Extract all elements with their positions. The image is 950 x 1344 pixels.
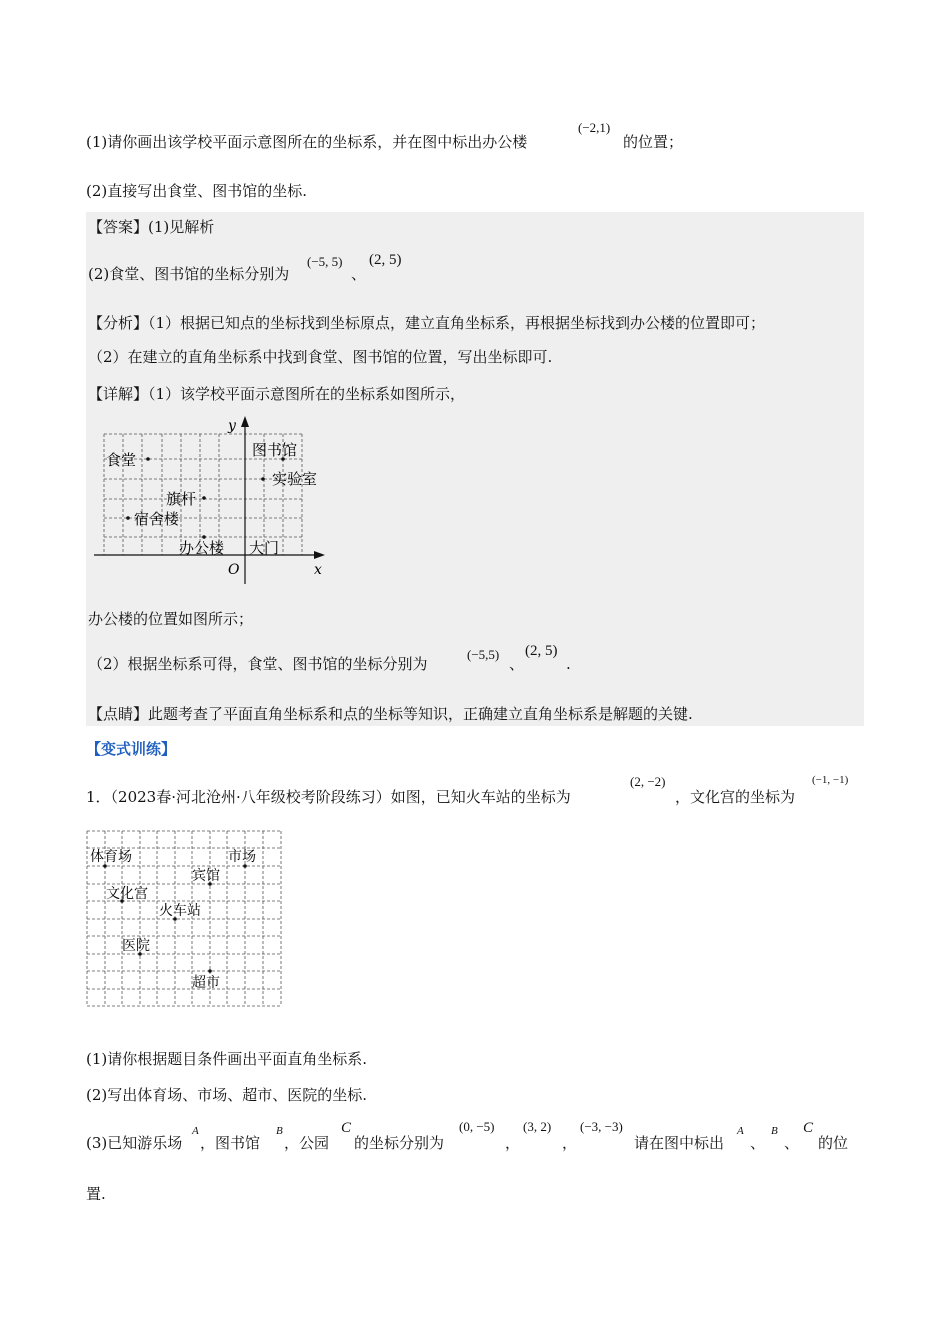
detail-separator: 、 bbox=[509, 655, 525, 673]
station-coordinate: (2, −2) bbox=[630, 774, 666, 789]
culture-coordinate: (−1, −1) bbox=[812, 774, 849, 786]
answer-separator: 、 bbox=[351, 265, 367, 283]
answer-coord-canteen: (−5, 5) bbox=[307, 254, 343, 269]
culture-label: 文化宫 bbox=[106, 886, 148, 902]
origin-label: O bbox=[228, 562, 240, 578]
variant-part-3-intro: (3)已知游乐场 bbox=[86, 1134, 183, 1152]
library-label: 图书馆 bbox=[252, 441, 298, 459]
coord-c: (−3, −3) bbox=[580, 1119, 623, 1134]
variant-part-3-end: 的位 bbox=[818, 1134, 849, 1152]
x-axis-arrow bbox=[314, 551, 325, 559]
analysis-line-2: （2）在建立的直角坐标系中找到食堂、图书馆的位置，写出坐标即可. bbox=[88, 348, 553, 366]
detail-line-2: （2）根据坐标系可得，食堂、图书馆的坐标分别为 bbox=[88, 655, 428, 673]
variant-part-3-park: ，公园 bbox=[284, 1134, 330, 1152]
question-part-1-end: 的位置； bbox=[623, 133, 684, 151]
variant-part-3-mark: 请在图中标出 bbox=[634, 1134, 725, 1152]
point-a-symbol: A bbox=[192, 1125, 199, 1137]
variant-heading: 【变式训练】 bbox=[86, 740, 177, 758]
detail-coord-library: (2, 5) bbox=[525, 643, 558, 659]
variant-part-3-coords-text: 的坐标分别为 bbox=[354, 1134, 445, 1152]
coord-a: (0, −5) bbox=[459, 1119, 495, 1134]
variant-part-3-library: ，图书馆 bbox=[200, 1134, 261, 1152]
x-axis-label: x bbox=[314, 562, 322, 578]
detail-coord-canteen: (−5,5) bbox=[467, 647, 500, 662]
variant-part-3-final: 置. bbox=[86, 1185, 106, 1203]
hotel-label: 宾馆 bbox=[192, 868, 220, 884]
mark-c-symbol: C bbox=[803, 1120, 814, 1136]
office-label: 办公楼 bbox=[179, 539, 225, 557]
detail-line-1: 【详解】（1）该学校平面示意图所在的坐标系如图所示， bbox=[88, 385, 466, 403]
lab-point bbox=[261, 477, 265, 481]
mark-a-symbol: A bbox=[737, 1125, 744, 1137]
y-axis-label: y bbox=[228, 418, 236, 434]
detail-end: . bbox=[566, 655, 571, 673]
office-coordinate: (−2,1) bbox=[578, 120, 611, 135]
station-label: 火车站 bbox=[159, 903, 201, 919]
variant-part-1: (1)请你根据题目条件画出平面直角坐标系. bbox=[86, 1050, 368, 1068]
question-part-2: (2)直接写出食堂、图书馆的坐标. bbox=[86, 182, 308, 200]
flagpole-point bbox=[202, 496, 206, 500]
flagpole-label: 旗杆 bbox=[166, 490, 197, 508]
comment-line: 【点睛】此题考查了平面直角坐标系和点的坐标等知识，正确建立直角坐标系是解题的关键. bbox=[88, 705, 693, 723]
question-part-1-text: (1)请你画出该学校平面示意图所在的坐标系，并在图中标出办公楼 bbox=[86, 133, 528, 151]
gate-label: 大门 bbox=[249, 539, 280, 557]
dorm-label: 宿舍楼 bbox=[134, 510, 180, 528]
stadium-label: 体育场 bbox=[90, 849, 132, 865]
coord-b: (3, 2) bbox=[523, 1119, 552, 1134]
detail-after-figure: 办公楼的位置如图所示； bbox=[88, 610, 254, 628]
mark-sep-1: 、 bbox=[750, 1134, 766, 1152]
question-part-1 bbox=[86, 132, 527, 152]
canteen-label: 食堂 bbox=[106, 451, 137, 469]
variant-question-1: 1．（2023春·河北沧州·八年级校考阶段练习）如图，已知火车站的坐标为 bbox=[86, 788, 571, 806]
lab-label: 实验室 bbox=[272, 470, 318, 488]
market-label: 市场 bbox=[228, 849, 256, 865]
y-axis-arrow bbox=[241, 416, 249, 427]
analysis-line-1: 【分析】（1）根据已知点的坐标找到坐标原点，建立直角坐标系，再根据坐标找到办公楼的位置即可； bbox=[88, 314, 766, 332]
city-map-figure bbox=[84, 829, 284, 1009]
point-b-symbol: B bbox=[276, 1125, 283, 1137]
answer-line-2: (2)食堂、图书馆的坐标分别为 bbox=[88, 265, 290, 283]
supermarket-label: 超市 bbox=[192, 975, 220, 991]
comma-1: ， bbox=[505, 1134, 521, 1152]
answer-coord-library: (2, 5) bbox=[369, 252, 402, 268]
mark-sep-2: 、 bbox=[784, 1134, 800, 1152]
answer-line-1: 【答案】(1)见解析 bbox=[88, 218, 215, 236]
variant-question-1-mid: ，文化宫的坐标为 bbox=[675, 788, 796, 806]
mark-b-symbol: B bbox=[771, 1125, 778, 1137]
hospital-label: 医院 bbox=[122, 938, 150, 954]
point-c-symbol: C bbox=[341, 1120, 352, 1136]
school-coordinate-figure bbox=[92, 412, 332, 584]
canteen-point bbox=[146, 457, 150, 461]
variant-part-2: (2)写出体育场、市场、超市、医院的坐标. bbox=[86, 1086, 368, 1104]
supermarket-point bbox=[208, 969, 212, 973]
dorm-point bbox=[126, 516, 130, 520]
comma-2: ， bbox=[562, 1134, 578, 1152]
